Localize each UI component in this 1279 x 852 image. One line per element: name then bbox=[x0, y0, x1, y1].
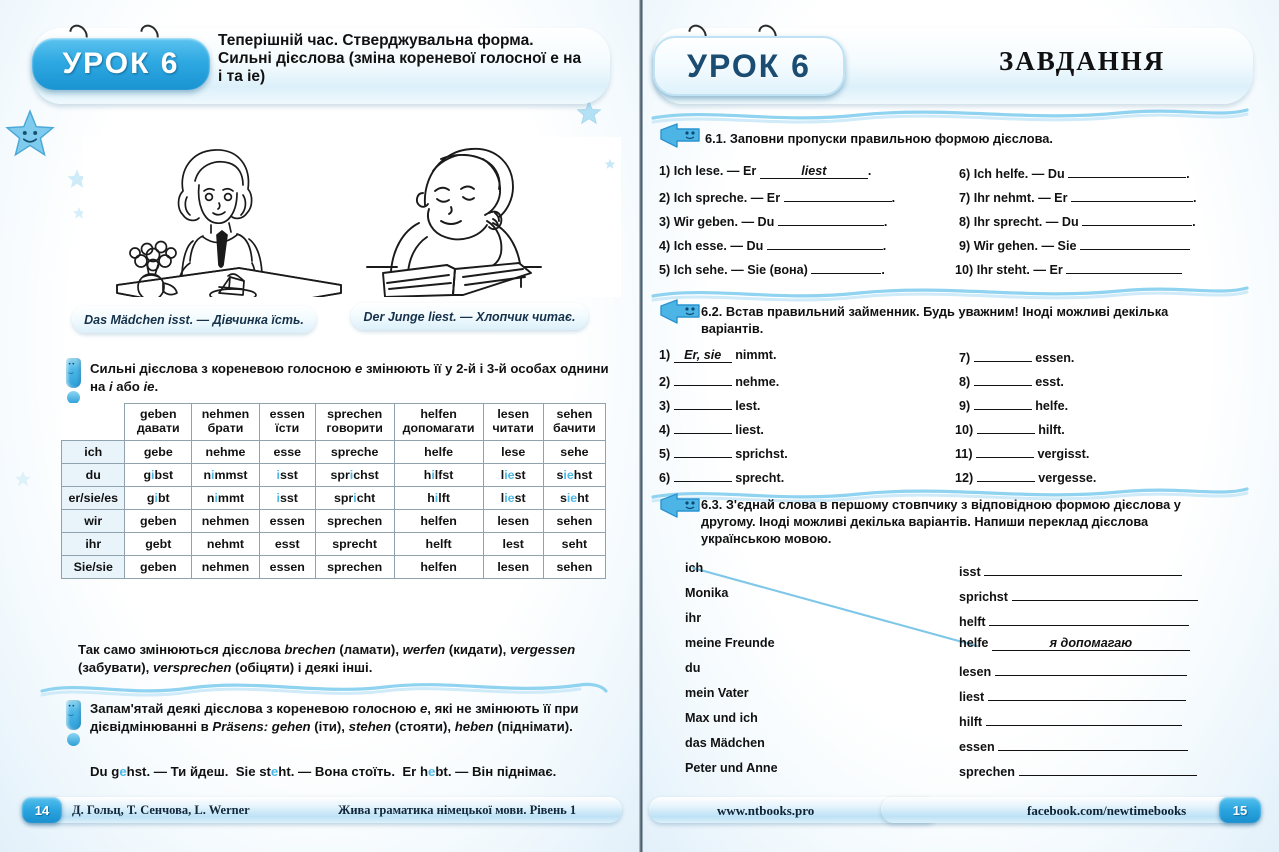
item-number: 3) bbox=[659, 399, 671, 413]
item-text: Ihr nehmt. — Er bbox=[973, 191, 1068, 205]
verb-label: lesen bbox=[959, 665, 992, 679]
item-verb: esst. bbox=[1035, 375, 1064, 389]
lesson-label: УРОК 6 bbox=[687, 47, 811, 84]
ex61-item-8[interactable] bbox=[959, 212, 1196, 229]
answer-blank[interactable] bbox=[974, 348, 1032, 362]
cell: nehmt bbox=[192, 532, 260, 555]
item-verb: sprecht. bbox=[735, 471, 785, 485]
cell: sprechen bbox=[315, 555, 394, 578]
item-tail: . bbox=[867, 164, 872, 178]
table-row bbox=[62, 555, 606, 578]
section-title: ЗАВДАННЯ bbox=[999, 46, 1166, 76]
verb-label: helft bbox=[959, 615, 986, 629]
ex63-left-peter-und-anne[interactable]: Peter und Anne bbox=[685, 761, 778, 775]
verb-label: helfe bbox=[959, 636, 989, 650]
item-tail: . bbox=[881, 263, 885, 277]
ex63-right-hilft[interactable] bbox=[959, 711, 1182, 729]
translation-blank[interactable] bbox=[984, 561, 1182, 576]
table-row bbox=[62, 532, 606, 555]
ex61-item-9[interactable] bbox=[959, 236, 1190, 253]
ex63-left-ich[interactable]: ich bbox=[685, 561, 704, 575]
row-pronoun: er/sie/es bbox=[62, 486, 125, 509]
item-verb: lest. bbox=[735, 399, 761, 413]
answer-blank[interactable] bbox=[1082, 212, 1192, 226]
book-gutter bbox=[639, 0, 643, 852]
cell: nehmen bbox=[192, 509, 260, 532]
table-corner bbox=[62, 404, 125, 441]
translation-blank[interactable] bbox=[989, 611, 1189, 626]
arrow-icon bbox=[659, 492, 697, 518]
item-tail: . bbox=[891, 191, 896, 205]
answer-blank[interactable]: Er, sie bbox=[674, 348, 732, 363]
arrow-icon bbox=[659, 122, 697, 148]
item-number: 9) bbox=[959, 239, 971, 253]
ex61-item-2[interactable] bbox=[659, 188, 895, 205]
translation-blank[interactable] bbox=[986, 711, 1182, 726]
exclamation-mark-icon: • • ‿ bbox=[66, 358, 81, 404]
cell: essen bbox=[259, 509, 315, 532]
table-row bbox=[62, 463, 606, 486]
item-tail: . bbox=[883, 215, 888, 229]
cell: liest bbox=[483, 486, 543, 509]
cell: geben bbox=[125, 509, 192, 532]
answer-blank[interactable] bbox=[1066, 260, 1182, 274]
star-icon bbox=[14, 470, 32, 488]
right-page bbox=[641, 0, 1279, 852]
answer-blank[interactable] bbox=[811, 260, 881, 274]
ex63-right-helfe[interactable] bbox=[959, 636, 1190, 651]
ex63-left-monika[interactable]: Monika bbox=[685, 586, 729, 600]
item-text: Ich helfe. — Du bbox=[973, 167, 1065, 181]
cell: nehme bbox=[192, 440, 260, 463]
translation-blank[interactable]: я допомагаю bbox=[992, 636, 1190, 651]
page-title: Теперішній час. Стверджувальна форма. Сильні дієслова (зміна кореневої голосної e на i та ie) bbox=[218, 32, 582, 86]
cell: sehen bbox=[543, 555, 605, 578]
table-col-lesen: lesen читати bbox=[483, 404, 543, 441]
cell: essen bbox=[259, 555, 315, 578]
footer-book-title: Жива граматика німецької мови. Рівень 1 bbox=[338, 803, 577, 817]
note-examples: Du gehst. — Ти йдеш. Sie steht. — Вона стоїть. Er hebt. — Він піднімає. bbox=[90, 764, 557, 779]
ex62-item-10[interactable] bbox=[955, 420, 1065, 437]
conjugation-table bbox=[61, 403, 606, 579]
cell: isst bbox=[259, 463, 315, 486]
table-col-sehen: sehen бачити bbox=[543, 404, 605, 441]
row-pronoun: ich bbox=[62, 440, 125, 463]
ex63-right-lesen[interactable] bbox=[959, 661, 1187, 679]
cell: sieht bbox=[543, 486, 605, 509]
exercise-6-3-heading: 6.3. З'єднай слова в першому стовпчику з відповідною формою дієслова у другому. Іноді можливі декілька варіантів. Напиши переклад дієслова українською мовою. bbox=[701, 497, 1181, 547]
row-pronoun: du bbox=[62, 463, 125, 486]
table-row bbox=[62, 486, 606, 509]
note-strong-verbs: Сильні дієслова з кореневою голосною e змінюють її у 2-й і 3-й особах однини на i або ie. bbox=[90, 361, 609, 394]
page-number-badge: 15 bbox=[1219, 797, 1261, 823]
answer-blank[interactable] bbox=[1071, 188, 1193, 202]
cell: sprichst bbox=[315, 463, 394, 486]
cell: lesen bbox=[483, 555, 543, 578]
cell: gibt bbox=[125, 486, 192, 509]
answer-blank[interactable] bbox=[767, 236, 883, 250]
ex62-item-1[interactable] bbox=[659, 348, 776, 363]
ex63-right-helft[interactable] bbox=[959, 611, 1189, 629]
item-text: Ich esse. — Du bbox=[673, 239, 764, 253]
cell: sprecht bbox=[315, 532, 394, 555]
cell: nimmst bbox=[192, 463, 260, 486]
cell: geben bbox=[125, 555, 192, 578]
wave-divider bbox=[649, 282, 1253, 302]
item-number: 10) bbox=[955, 423, 974, 437]
table-col-helfen: helfen допомагати bbox=[394, 404, 483, 441]
ex61-item-1[interactable] bbox=[659, 164, 871, 179]
cell: spreche bbox=[315, 440, 394, 463]
ex63-right-liest[interactable] bbox=[959, 686, 1186, 704]
item-text: Ihr steht. — Er bbox=[976, 263, 1063, 277]
item-verb: sprichst. bbox=[735, 447, 788, 461]
verb-label: essen bbox=[959, 740, 995, 754]
item-number: 2) bbox=[659, 375, 671, 389]
cell: hilfst bbox=[394, 463, 483, 486]
item-verb: helfe. bbox=[1035, 399, 1069, 413]
exclamation-mark-icon: • • ‿ bbox=[66, 700, 81, 746]
item-number: 4) bbox=[659, 423, 671, 437]
answer-blank[interactable] bbox=[674, 372, 732, 386]
footer-authors: Д. Гольц, Т. Сенчова, L. Werner bbox=[72, 803, 250, 817]
verb-label: hilft bbox=[959, 715, 983, 729]
translation-blank[interactable] bbox=[995, 661, 1187, 676]
cell: liest bbox=[483, 463, 543, 486]
table-col-sprechen: sprechen говорити bbox=[315, 404, 394, 441]
cell: gibst bbox=[125, 463, 192, 486]
lesson-label: УРОК 6 bbox=[62, 47, 180, 80]
ex63-left-du[interactable]: du bbox=[685, 661, 701, 675]
cell: esst bbox=[259, 532, 315, 555]
item-number: 3) bbox=[659, 215, 671, 229]
ex63-right-sprechen[interactable] bbox=[959, 761, 1197, 779]
item-verb: essen. bbox=[1035, 351, 1075, 365]
answer-blank[interactable] bbox=[974, 372, 1032, 386]
table-row bbox=[62, 509, 606, 532]
illustration-boy-reading bbox=[363, 137, 621, 297]
ex63-left-meine-freunde[interactable]: meine Freunde bbox=[685, 636, 775, 650]
item-verb: nimmt. bbox=[735, 348, 777, 362]
ex63-left-das-maedchen[interactable]: das Mädchen bbox=[685, 736, 765, 750]
ex62-item-9[interactable] bbox=[959, 396, 1068, 413]
item-number: 6) bbox=[659, 471, 671, 485]
ex61-item-5[interactable] bbox=[659, 260, 885, 277]
wave-divider bbox=[40, 679, 610, 699]
ex61-item-4[interactable] bbox=[659, 236, 886, 253]
ex62-item-8[interactable] bbox=[959, 372, 1064, 389]
item-verb: vergesse. bbox=[1038, 471, 1097, 485]
footer-facebook[interactable]: facebook.com/newtimebooks bbox=[1027, 803, 1187, 818]
cell: spricht bbox=[315, 486, 394, 509]
cell: sehen bbox=[543, 509, 605, 532]
note-similar-verbs: Так само змінюються дієслова brechen (ламати), werfen (кидати), vergessen (забувати), versprechen (обіцяти) і деякі інші. bbox=[78, 642, 576, 675]
answer-blank[interactable]: liest bbox=[760, 164, 868, 179]
illustration-girl-eating bbox=[83, 137, 348, 297]
ex63-right-isst[interactable] bbox=[959, 561, 1182, 579]
note-unchanged-verbs: Запам'ятай деякі дієслова з кореневою голосною e, які не змінюють її при дієвідмінюванні в Präsens: gehen (іти), stehen (стояти), heben (піднімати). bbox=[90, 701, 579, 734]
row-pronoun: wir bbox=[62, 509, 125, 532]
cell: gebe bbox=[125, 440, 192, 463]
lesson-badge bbox=[653, 36, 845, 96]
answer-blank[interactable] bbox=[1080, 236, 1190, 250]
cell: lesen bbox=[483, 509, 543, 532]
lesson-badge bbox=[32, 38, 210, 90]
smiley-star-icon bbox=[4, 108, 56, 160]
table-row bbox=[62, 440, 606, 463]
item-number: 5) bbox=[659, 447, 671, 461]
item-text: Wir gehen. — Sie bbox=[973, 239, 1077, 253]
cell: helfe bbox=[394, 440, 483, 463]
row-pronoun: Sie/sie bbox=[62, 555, 125, 578]
ex61-item-6[interactable] bbox=[959, 164, 1190, 181]
answer-blank[interactable] bbox=[1068, 164, 1186, 178]
wave-divider bbox=[649, 104, 1253, 124]
arrow-icon bbox=[659, 298, 697, 324]
item-number: 1) bbox=[659, 348, 671, 362]
ex62-item-11[interactable] bbox=[955, 444, 1089, 461]
caption-girl: Das Mädchen isst. — Дівчинка їсть. bbox=[72, 306, 316, 333]
verb-label: isst bbox=[959, 565, 981, 579]
translation-blank[interactable] bbox=[988, 686, 1186, 701]
cell: siehst bbox=[543, 463, 605, 486]
cell: lest bbox=[483, 532, 543, 555]
cell: nehmen bbox=[192, 555, 260, 578]
cell: helfen bbox=[394, 509, 483, 532]
row-pronoun: ihr bbox=[62, 532, 125, 555]
ex61-item-7[interactable] bbox=[959, 188, 1196, 205]
item-number: 6) bbox=[959, 167, 971, 181]
ex62-item-2[interactable] bbox=[659, 372, 779, 389]
item-number: 7) bbox=[959, 351, 971, 365]
item-verb: liest. bbox=[735, 423, 764, 437]
table-header-row bbox=[62, 404, 606, 441]
ex63-right-essen[interactable] bbox=[959, 736, 1188, 754]
cell: helfen bbox=[394, 555, 483, 578]
item-number: 11) bbox=[955, 447, 973, 461]
answer-blank[interactable] bbox=[778, 212, 884, 226]
answer-blank[interactable] bbox=[674, 420, 732, 434]
ex62-item-5[interactable] bbox=[659, 444, 788, 461]
translation-blank[interactable] bbox=[1012, 586, 1198, 601]
item-text: Ich spreche. — Er bbox=[673, 191, 781, 205]
answer-blank[interactable] bbox=[784, 188, 892, 202]
table-col-nehmen: nehmen брати bbox=[192, 404, 260, 441]
answer-blank[interactable] bbox=[674, 468, 732, 482]
ex63-right-sprichst[interactable] bbox=[959, 586, 1198, 604]
cell: isst bbox=[259, 486, 315, 509]
item-tail: . bbox=[1192, 191, 1197, 205]
item-verb: vergisst. bbox=[1037, 447, 1090, 461]
answer-blank[interactable] bbox=[974, 396, 1032, 410]
cell: gebt bbox=[125, 532, 192, 555]
ex61-item-10[interactable] bbox=[955, 260, 1182, 277]
item-verb: hilft. bbox=[1038, 423, 1065, 437]
cell: helft bbox=[394, 532, 483, 555]
answer-blank[interactable] bbox=[976, 444, 1034, 458]
answer-blank[interactable] bbox=[977, 468, 1035, 482]
translation-blank[interactable] bbox=[1019, 761, 1197, 776]
item-text: Ihr sprecht. — Du bbox=[973, 215, 1079, 229]
verb-label: sprichst bbox=[959, 590, 1008, 604]
ex62-item-3[interactable] bbox=[659, 396, 760, 413]
page-number-badge: 14 bbox=[22, 797, 62, 823]
item-text: Ich lese. — Er bbox=[673, 164, 757, 178]
item-verb: nehme. bbox=[735, 375, 780, 389]
item-number: 8) bbox=[959, 215, 971, 229]
cell: sehe bbox=[543, 440, 605, 463]
footer-website[interactable]: www.ntbooks.pro bbox=[717, 803, 815, 818]
ex62-item-4[interactable] bbox=[659, 420, 764, 437]
item-number: 8) bbox=[959, 375, 971, 389]
exercise-6-1-heading: 6.1. Заповни пропуски правильною формою дієслова. bbox=[705, 131, 1053, 146]
cell: nimmt bbox=[192, 486, 260, 509]
item-number: 5) bbox=[659, 263, 671, 277]
table-col-geben: geben давати bbox=[125, 404, 192, 441]
ex62-item-7[interactable] bbox=[959, 348, 1074, 365]
ex63-left-max-und-ich[interactable]: Max und ich bbox=[685, 711, 758, 725]
exercise-6-2-heading: 6.2. Встав правильний займенник. Будь уважним! Іноді можливі декілька варіантів. bbox=[701, 304, 1169, 337]
item-tail: . bbox=[1186, 167, 1190, 181]
item-number: 1) bbox=[659, 164, 671, 178]
answer-blank[interactable] bbox=[674, 396, 732, 410]
table-col-essen: essen їсти bbox=[259, 404, 315, 441]
cell: esse bbox=[259, 440, 315, 463]
item-number: 9) bbox=[959, 399, 971, 413]
item-number: 2) bbox=[659, 191, 671, 205]
item-tail: . bbox=[1192, 215, 1196, 229]
item-tail: . bbox=[882, 239, 887, 253]
ex61-item-3[interactable] bbox=[659, 212, 887, 229]
item-number: 4) bbox=[659, 239, 671, 253]
caption-boy: Der Junge liest. — Хлопчик читає. bbox=[351, 303, 588, 330]
ex63-left-ihr[interactable]: ihr bbox=[685, 611, 702, 625]
answer-blank[interactable] bbox=[977, 420, 1035, 434]
item-text: Wir geben. — Du bbox=[673, 215, 775, 229]
cell: lese bbox=[483, 440, 543, 463]
item-number: 12) bbox=[955, 471, 974, 485]
star-icon bbox=[604, 158, 616, 170]
answer-blank[interactable] bbox=[674, 444, 732, 458]
verb-label: liest bbox=[959, 690, 985, 704]
translation-blank[interactable] bbox=[998, 736, 1188, 751]
cell: sprechen bbox=[315, 509, 394, 532]
cell: hilft bbox=[394, 486, 483, 509]
cell: seht bbox=[543, 532, 605, 555]
item-text: Ich sehe. — Sie (вона) bbox=[673, 263, 808, 277]
verb-label: sprechen bbox=[959, 765, 1015, 779]
item-number: 7) bbox=[959, 191, 971, 205]
item-number: 10) bbox=[955, 263, 974, 277]
ex63-left-mein-vater[interactable]: mein Vater bbox=[685, 686, 749, 700]
